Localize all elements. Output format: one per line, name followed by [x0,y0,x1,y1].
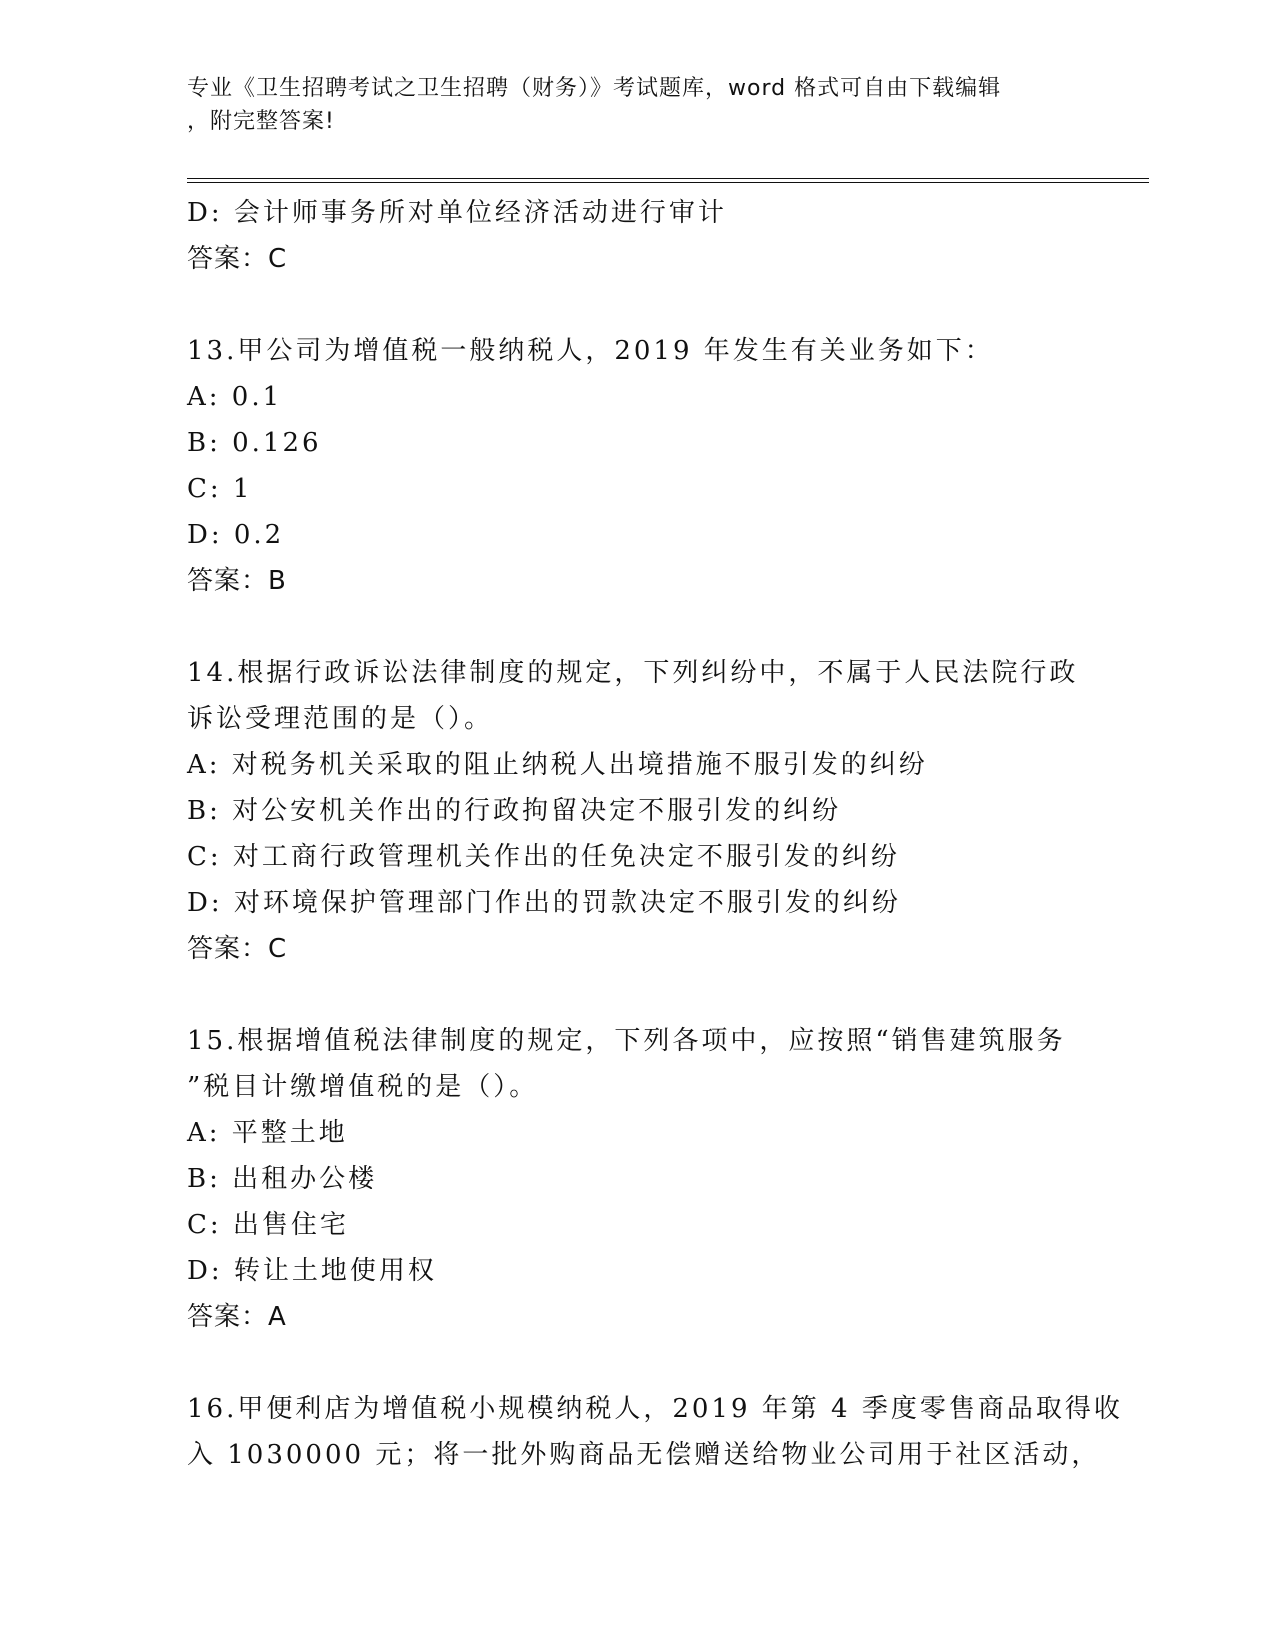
q15-question-line-1: 15.根据增值税法律制度的规定，下列各项中，应按照“销售建筑服务 [187,1026,1066,1056]
q14-option-d: D: 对环境保护管理部门作出的罚款决定不服引发的纠纷 [187,888,901,918]
q15-option-d: D: 转让土地使用权 [187,1256,437,1286]
spacer [187,1340,1087,1386]
q14-question-line-1: 14.根据行政诉讼法律制度的规定，下列纠纷中，不属于人民法院行政 [187,658,1079,688]
q13-question: 13.甲公司为增值税一般纳税人，2019 年发生有关业务如下： [187,336,994,366]
q14-option-b: B: 对公安机关作出的行政拘留决定不服引发的纠纷 [187,796,842,826]
q13-option-c: C: 1 [187,474,253,504]
header-line-2: ，附完整答案! [187,109,335,134]
q16-question-line-1: 16.甲便利店为增值税小规模纳税人，2019 年第 4 季度零售商品取得收 [187,1394,1123,1424]
q15-option-b: B: 出租办公楼 [187,1164,378,1194]
spacer [187,972,1087,1018]
q12-option-d: D: 会计师事务所对单位经济活动进行审计 [187,198,727,228]
spacer [187,604,1087,650]
q15-question-line-2: ”税目计缴增值税的是（）。 [187,1072,539,1102]
header-divider-top [187,178,1149,179]
q12-answer: 答案：C [187,244,288,274]
q14-option-c: C: 对工商行政管理机关作出的任免决定不服引发的纠纷 [187,842,900,872]
header-divider-bottom [187,182,1149,183]
q14-question-line-2: 诉讼受理范围的是（）。 [187,704,494,734]
q13-option-b: B: 0.126 [187,428,322,458]
q13-option-d: D: 0.2 [187,520,285,550]
q14-answer: 答案：C [187,934,288,964]
q16-question-line-2: 入 1030000 元；将一批外购商品无偿赠送给物业公司用于社区活动， [187,1440,1101,1470]
header-line-1: 专业《卫生招聘考试之卫生招聘（财务）》考试题库，word 格式可自由下载编辑 [187,76,1002,101]
q15-option-c: C: 出售住宅 [187,1210,349,1240]
q14-option-a: A: 对税务机关采取的阻止纳税人出境措施不服引发的纠纷 [187,750,928,780]
spacer [187,282,1087,328]
question-list [187,190,1123,1478]
q15-answer: 答案：A [187,1302,287,1332]
page-header [187,72,1067,138]
q13-answer: 答案：B [187,566,287,596]
q13-option-a: A: 0.1 [187,382,283,412]
q15-option-a: A: 平整土地 [187,1118,348,1148]
